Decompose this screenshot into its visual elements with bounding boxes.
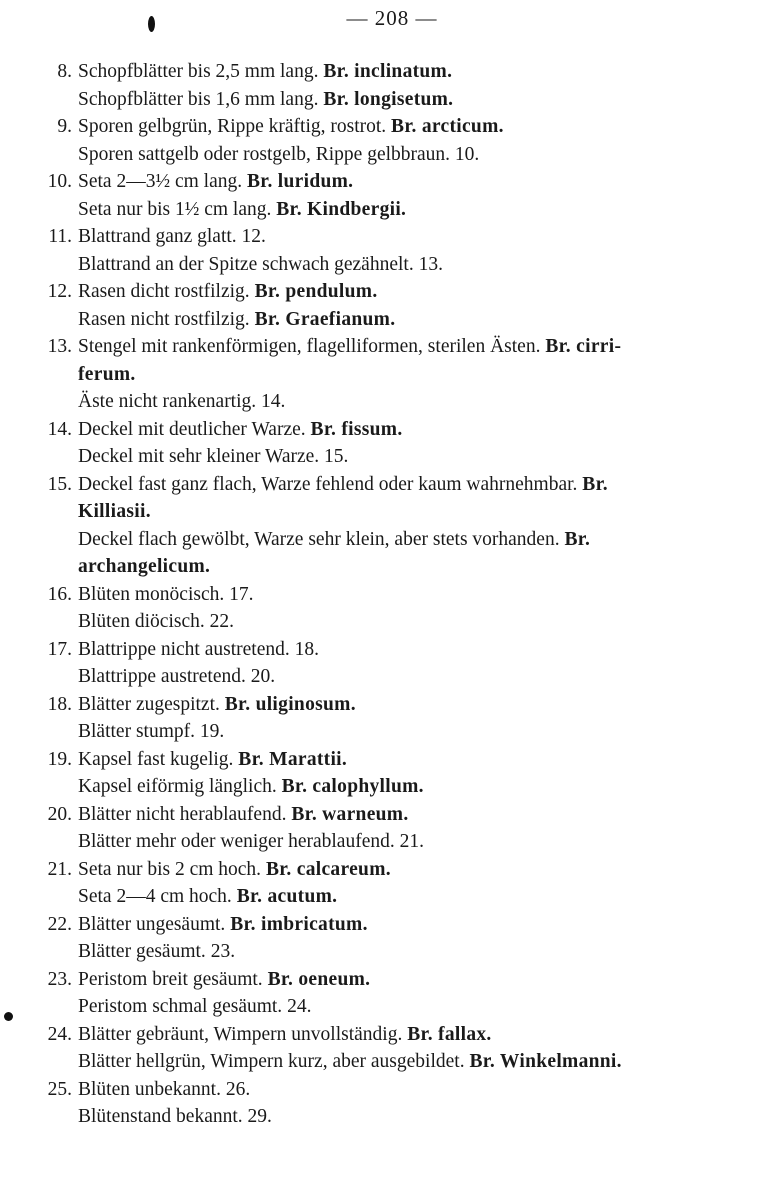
- key-number: 8.: [57, 61, 72, 82]
- key-description: Seta 2—3½ cm lang.: [78, 171, 243, 192]
- taxon-name: Br. imbricatum.: [230, 913, 368, 935]
- key-description: Seta 2—4 cm hoch.: [78, 886, 232, 907]
- key-number: 11.: [48, 226, 72, 247]
- key-reference: 21.: [399, 831, 424, 852]
- key-description: Blüten unbekannt.: [78, 1078, 221, 1100]
- key-reference: 14.: [261, 391, 286, 412]
- taxon-name: Br. fissum.: [310, 418, 403, 440]
- key-line-a: [0, 113, 784, 141]
- key-reference: 20.: [250, 666, 276, 687]
- key-line-continued: [0, 498, 784, 526]
- taxon-name: Br. inclinatum.: [323, 61, 453, 82]
- key-description: Seta nur bis 2 cm hoch.: [78, 858, 262, 880]
- key-reference: 19.: [199, 721, 225, 742]
- key-description: Blätter stumpf.: [78, 721, 195, 742]
- key-line-a: [0, 966, 784, 994]
- taxon-name-continued: archangelicum.: [78, 556, 211, 577]
- taxon-name: Br. Kindbergii.: [276, 198, 407, 220]
- taxon-name: Br. pendulum.: [254, 281, 378, 302]
- key-number: 12.: [47, 281, 72, 302]
- key-number: 24.: [47, 1023, 72, 1045]
- key-description: Blattrand ganz glatt.: [78, 226, 237, 247]
- key-reference: 26.: [225, 1078, 251, 1100]
- key-description: Blätter zugespitzt.: [78, 693, 220, 715]
- key-description: Äste nicht rankenartig.: [78, 391, 257, 412]
- key-entry: [0, 416, 784, 471]
- key-entry: [0, 1076, 784, 1131]
- key-line-b: [0, 608, 784, 636]
- taxon-name: Br.: [564, 528, 591, 550]
- key-reference: 12.: [241, 226, 266, 247]
- key-line-b: [0, 718, 784, 746]
- key-entry: [0, 1021, 784, 1076]
- key-line-a: [0, 278, 784, 306]
- taxon-name: Br. cirri-: [545, 336, 622, 357]
- key-description: Blätter ungesäumt.: [78, 913, 226, 935]
- taxon-name-continued: ferum.: [78, 363, 136, 385]
- key-entry: [0, 113, 784, 168]
- key-entry: [0, 581, 784, 636]
- key-description: Blätter gebräunt, Wimpern unvollständig.: [78, 1023, 403, 1045]
- taxon-name: Br.: [582, 473, 608, 495]
- key-line-b: [0, 443, 784, 471]
- taxon-name: Br. Graefianum.: [254, 308, 396, 330]
- key-line-b: [0, 993, 784, 1021]
- key-reference: 29.: [247, 1106, 272, 1127]
- key-line-b: [0, 526, 784, 554]
- key-description: Blattrippe nicht austretend.: [78, 638, 290, 660]
- key-reference: 13.: [418, 253, 443, 275]
- key-line-b: [0, 773, 784, 801]
- key-line-b: [0, 1103, 784, 1131]
- key-description: Seta nur bis 1½ cm lang.: [78, 198, 272, 220]
- key-description: Sporen gelbgrün, Rippe kräftig, rostrot.: [78, 116, 387, 137]
- key-number: 18.: [47, 693, 72, 715]
- key-number: 9.: [57, 116, 72, 137]
- key-line-b: [0, 828, 784, 856]
- key-line-a: [0, 746, 784, 774]
- key-entry: [0, 856, 784, 911]
- key-number: 23.: [47, 968, 72, 990]
- key-description: Deckel mit deutlicher Warze.: [78, 418, 306, 440]
- key-line-a: [0, 333, 784, 361]
- key-line-b: [0, 663, 784, 691]
- key-line-b: [0, 938, 784, 966]
- key-line-a: [0, 911, 784, 939]
- key-description: Kapsel fast kugelig.: [78, 748, 234, 770]
- key-description: Blütenstand bekannt.: [78, 1106, 243, 1127]
- key-reference: 22.: [209, 611, 234, 632]
- key-reference: 10.: [454, 143, 480, 165]
- key-description: Blattrand an der Spitze schwach gezähnelt.: [78, 253, 414, 275]
- taxon-name: Br. Marattii.: [238, 748, 348, 770]
- taxon-name: Br. luridum.: [246, 171, 354, 192]
- key-number: 14.: [47, 418, 72, 440]
- key-line-b: [0, 1048, 784, 1076]
- key-reference: 15.: [324, 446, 349, 467]
- key-description: Deckel flach gewölbt, Warze sehr klein, aber stets vorhanden.: [78, 528, 560, 550]
- key-entry: [0, 801, 784, 856]
- key-line-b: [0, 388, 784, 416]
- key-description: Blätter hellgrün, Wimpern kurz, aber ausgebildet.: [78, 1051, 465, 1072]
- key-description: Blattrippe austretend.: [78, 666, 246, 687]
- key-line-a: [0, 581, 784, 609]
- page-number: — 208 —: [346, 6, 438, 30]
- key-number: 20.: [47, 803, 72, 825]
- key-line-b: [0, 196, 784, 224]
- key-number: 22.: [47, 913, 72, 935]
- taxon-name: Br. Winkelmanni.: [469, 1051, 622, 1072]
- key-description: Stengel mit rankenförmigen, flagelliformen, sterilen Ästen.: [78, 336, 541, 357]
- key-entry: [0, 168, 784, 223]
- key-description: Blätter mehr oder weniger herablaufend.: [78, 831, 395, 852]
- key-description: Rasen nicht rostfilzig.: [78, 308, 250, 330]
- key-entry: [0, 278, 784, 333]
- taxon-name: Br. acutum.: [236, 886, 338, 907]
- key-reference: 24.: [287, 996, 312, 1017]
- key-description: Blüten diöcisch.: [78, 611, 205, 632]
- key-description: Blätter nicht herablaufend.: [78, 803, 287, 825]
- key-line-b: [0, 141, 784, 169]
- key-reference: 23.: [210, 941, 236, 962]
- key-line-continued: [0, 553, 784, 581]
- key-line-a: [0, 801, 784, 829]
- key-line-b: [0, 883, 784, 911]
- taxon-name: Br. arcticum.: [391, 116, 504, 137]
- key-line-a: [0, 636, 784, 664]
- key-description: Schopfblätter bis 1,6 mm lang.: [78, 88, 319, 110]
- key-number: 15.: [47, 473, 72, 495]
- key-number: 17.: [47, 638, 72, 660]
- key-reference: 17.: [229, 583, 254, 605]
- taxon-name-continued: Killiasii.: [78, 501, 151, 522]
- key-number: 19.: [47, 748, 72, 770]
- key-description: Deckel mit sehr kleiner Warze.: [78, 446, 320, 467]
- taxon-name: Br. warneum.: [291, 803, 409, 825]
- taxon-name: Br. fallax.: [407, 1023, 492, 1045]
- key-line-a: [0, 223, 784, 251]
- key-entry: [0, 746, 784, 801]
- key-description: Rasen dicht rostfilzig.: [78, 281, 250, 302]
- taxon-name: Br. longisetum.: [323, 88, 454, 110]
- key-description: Peristom breit gesäumt.: [78, 968, 263, 990]
- taxon-name: Br. oeneum.: [267, 968, 371, 990]
- key-line-b: [0, 251, 784, 279]
- key-line-a: [0, 691, 784, 719]
- key-line-a: [0, 1076, 784, 1104]
- key-description: Schopfblätter bis 2,5 mm lang.: [78, 61, 319, 82]
- key-description: Peristom schmal gesäumt.: [78, 996, 283, 1017]
- key-number: 21.: [47, 858, 72, 880]
- key-number: 25.: [47, 1078, 72, 1100]
- key-description: Deckel fast ganz flach, Warze fehlend oder kaum wahrnehmbar.: [78, 473, 578, 495]
- key-line-b: [0, 86, 784, 114]
- key-description: Blüten monöcisch.: [78, 583, 225, 605]
- key-entry: [0, 333, 784, 416]
- taxon-name: Br. calcareum.: [265, 858, 391, 880]
- key-entry: [0, 911, 784, 966]
- key-line-a: [0, 416, 784, 444]
- key-description: Kapsel eiförmig länglich.: [78, 776, 277, 797]
- key-reference: 18.: [294, 638, 319, 660]
- key-line-a: [0, 58, 784, 86]
- key-entry: [0, 58, 784, 113]
- key-description: Sporen sattgelb oder rostgelb, Rippe gelbbraun.: [78, 143, 451, 165]
- key-line-b: [0, 306, 784, 334]
- key-line-a: [0, 471, 784, 499]
- key-line-a: [0, 168, 784, 196]
- taxon-name: Br. uliginosum.: [224, 693, 356, 715]
- taxon-name: Br. calophyllum.: [281, 776, 424, 797]
- key-description: Blätter gesäumt.: [78, 941, 206, 962]
- key-number: 10.: [47, 171, 72, 192]
- key-line-continued: [0, 361, 784, 389]
- key-entry: [0, 691, 784, 746]
- key-entry: [0, 966, 784, 1021]
- key-number: 16.: [47, 583, 72, 605]
- key-number: 13.: [47, 336, 72, 357]
- key-entry: [0, 636, 784, 691]
- key-entry: [0, 223, 784, 278]
- key-line-a: [0, 1021, 784, 1049]
- key-entry: [0, 471, 784, 581]
- key-line-a: [0, 856, 784, 884]
- key-entries: [0, 58, 784, 1131]
